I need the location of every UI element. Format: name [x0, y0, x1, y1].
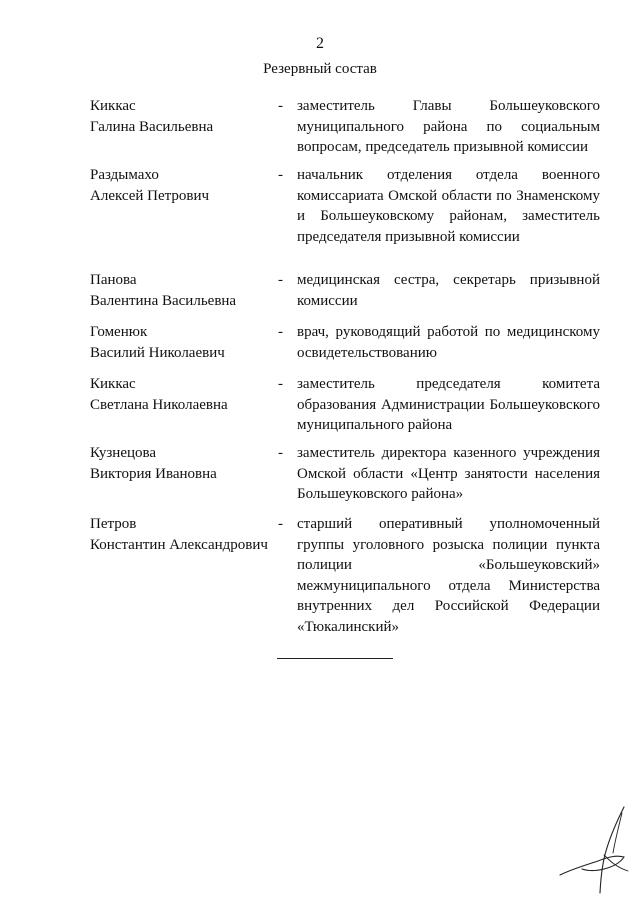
member-given-names: Константин Александрович [90, 536, 268, 553]
member-name [90, 443, 280, 484]
member-surname: Киккас [90, 98, 136, 114]
member-dash: - [278, 376, 283, 392]
member-surname: Петров [90, 516, 137, 532]
member-given-names: Галина Васильевна [90, 118, 214, 135]
member-name [90, 165, 280, 206]
member-name [90, 96, 280, 137]
member-surname: Раздымахо [90, 167, 159, 183]
section-title: Резервный состав [263, 61, 377, 77]
member-role: начальник отделения отдела военного комиссариата Омской области по Знаменскому и Большеуковскому районам, заместитель председателя призывной комиссии [297, 167, 600, 245]
member-given-names: Алексей Петрович [90, 187, 210, 204]
member-dash: - [278, 516, 283, 532]
member-role: старший оперативный уполномоченный группы уголовного розыска полиции пункта полиции «Большеуковский» межмуниципального отдела Министерства внутренних дел Российской Федерации «Тюкалинский» [297, 516, 600, 635]
member-entry [90, 96, 600, 158]
member-given-names: Валентина Васильевна [90, 292, 237, 309]
member-entry [90, 514, 600, 638]
member-dash: - [278, 272, 283, 288]
member-surname: Гоменюк [90, 324, 148, 340]
member-entry [90, 443, 600, 505]
member-name [90, 322, 280, 363]
member-entry [90, 374, 600, 436]
member-dash: - [278, 324, 283, 340]
member-given-names: Виктория Ивановна [90, 465, 217, 482]
member-dash: - [278, 445, 283, 461]
member-name [90, 270, 280, 311]
member-entry [90, 165, 600, 269]
member-given-names: Светлана Николаевна [90, 396, 228, 413]
member-surname: Панова [90, 272, 137, 288]
member-role: заместитель Главы Большеуковского муниципального района по социальным вопросам, председатель призывной комиссии [297, 98, 600, 155]
member-dash: - [278, 98, 283, 114]
member-role: врач, руководящий работой по медицинскому освидетельствованию [297, 324, 600, 361]
member-given-names: Василий Николаевич [90, 344, 225, 361]
member-role: заместитель председателя комитета образования Администрации Большеуковского муниципального района [297, 376, 600, 433]
handwritten-signature [558, 805, 633, 897]
member-entry [90, 322, 600, 364]
member-surname: Киккас [90, 376, 136, 392]
member-entry [90, 270, 600, 312]
member-dash: - [278, 167, 283, 183]
member-role: медицинская сестра, секретарь призывной комиссии [297, 272, 600, 309]
closing-rule [277, 658, 393, 659]
member-name [90, 514, 280, 555]
member-role: заместитель директора казенного учреждения Омской области «Центр занятости населения Большеуковского района» [297, 445, 600, 502]
page-number: 2 [316, 35, 324, 52]
member-surname: Кузнецова [90, 445, 157, 461]
member-name [90, 374, 280, 415]
